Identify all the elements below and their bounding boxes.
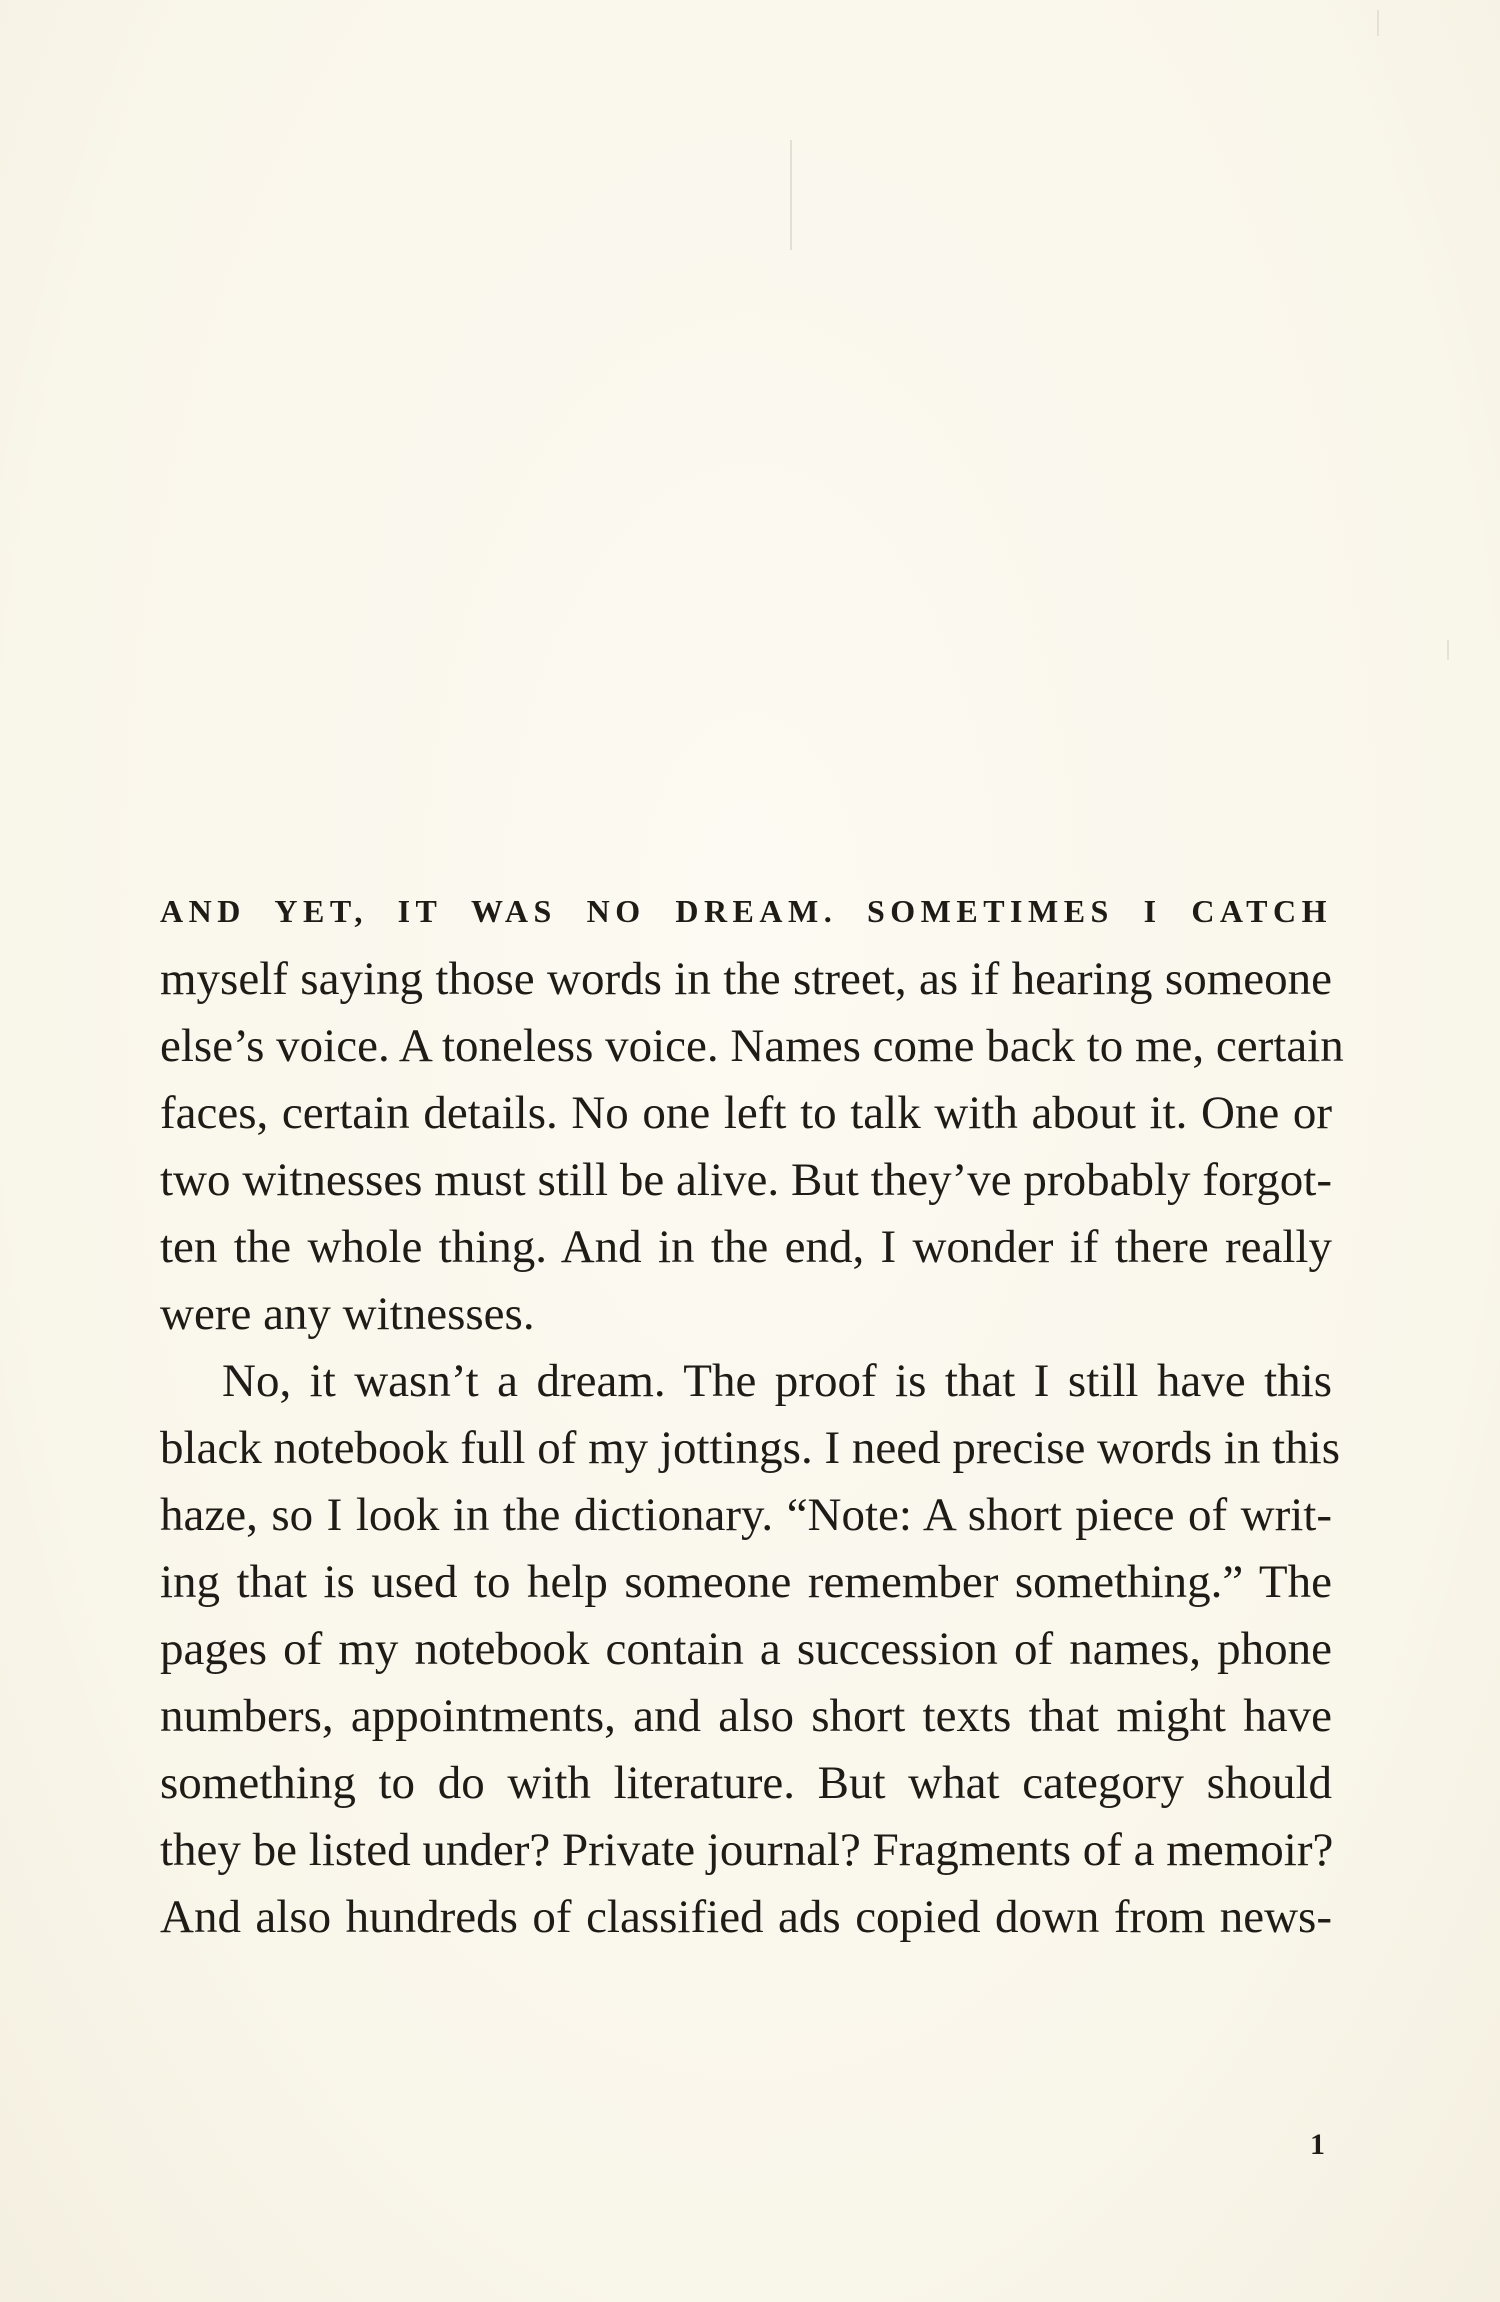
- scan-mark: [1447, 640, 1449, 660]
- text-line: And also hundreds of classified ads copied down from news-: [160, 1891, 1332, 1943]
- text-line: something to do with literature. But what category should: [160, 1757, 1332, 1809]
- text-line: ten the whole thing. And in the end, I wonder if there really: [160, 1221, 1332, 1273]
- paragraph-1: [160, 946, 1344, 1348]
- scan-mark: [1377, 10, 1379, 36]
- text-line: pages of my notebook contain a succession of names, phone: [160, 1623, 1332, 1675]
- paragraph-2: [160, 1348, 1341, 1951]
- text-line: No, it wasn’t a dream. The proof is that I still have this: [222, 1355, 1332, 1407]
- opening-line: AND YET, IT WAS NO DREAM. SOMETIMES I CATCH: [160, 893, 1332, 929]
- body-text: [160, 876, 1344, 1951]
- text-line: else’s voice. A toneless voice. Names come back to me, certain: [160, 1020, 1344, 1072]
- text-line: faces, certain details. No one left to talk with about it. One or: [160, 1087, 1332, 1139]
- page-number: 1: [1310, 2128, 1325, 2161]
- text-line: black notebook full of my jottings. I need precise words in this: [160, 1422, 1341, 1474]
- text-line: myself saying those words in the street, as if hearing someone: [160, 953, 1332, 1005]
- text-line: numbers, appointments, and also short texts that might have: [160, 1690, 1332, 1742]
- text-line: ing that is used to help someone remember something.” The: [160, 1556, 1332, 1608]
- text-line: they be listed under? Private journal? Fragments of a memoir?: [160, 1824, 1334, 1876]
- text-line: haze, so I look in the dictionary. “Note: A short piece of writ-: [160, 1489, 1332, 1541]
- text-line: two witnesses must still be alive. But they’ve probably forgot-: [160, 1154, 1332, 1206]
- text-line: were any witnesses.: [160, 1288, 535, 1340]
- scan-mark: [790, 140, 792, 250]
